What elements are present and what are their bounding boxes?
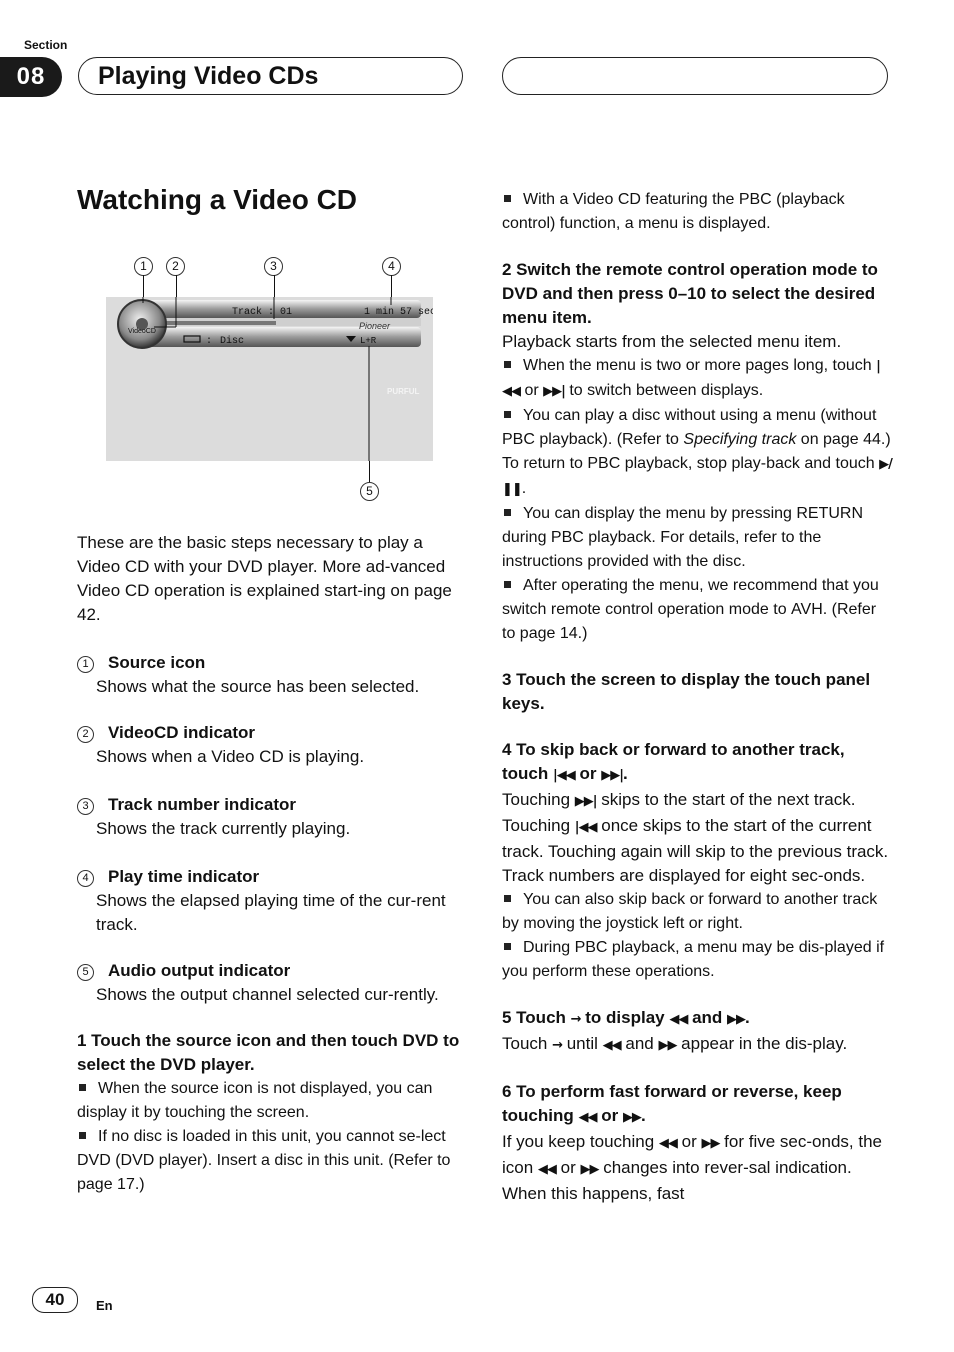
step-6-body: If you keep touching ◀◀ or ▶▶ for five sec-onds, the icon ◀◀ or ▶▶ changes into rever-sal indication. When this happens, fast: [502, 1132, 882, 1203]
empty-header-frame: [502, 57, 888, 95]
step-4-note-2: During PBC playback, a menu may be dis-played if you perform these operations.: [502, 939, 885, 980]
callout-2-leader: [176, 275, 177, 297]
step-2-note-3: You can display the menu by pressing RETURN during PBC playback. For details, refer to the instructions provided with the disc.: [502, 505, 864, 570]
brand-text: Pioneer: [359, 321, 391, 331]
arrow-icon: →: [570, 1012, 581, 1027]
callout-3: 3: [264, 257, 283, 276]
rewind-icon: ◀◀: [537, 1162, 556, 1177]
def-1-desc: Shows what the source has been selected.: [96, 677, 420, 696]
step-6-title: 6 To perform fast forward or reverse, keep touching ◀◀ or ▶▶.: [502, 1082, 842, 1125]
videocd-label: VideoCD: [128, 328, 156, 335]
step-2-note-4: After operating the menu, we recommend that you switch remote control operation mode to AVH. (Refer to page 14.): [502, 577, 879, 642]
bullet-icon: [504, 411, 511, 418]
def-4-desc: Shows the elapsed playing time of the cur-rent track.: [96, 891, 446, 934]
page-number: 40: [32, 1287, 78, 1313]
section-title: Playing Video CDs: [98, 62, 319, 90]
bullet-icon: [79, 1084, 86, 1091]
def-1-title: Source icon: [108, 653, 206, 672]
step-4-title: 4 To skip back or forward to another track, touch |◀◀ or ▶▶|.: [502, 740, 845, 783]
step-2-note-2: You can play a disc without using a menu (without PBC playback). (Refer to Specifying track on page 44.) To return to PBC playback, stop play-back and touch ▶/❚❚.: [502, 407, 892, 497]
fast-forward-icon: ▶▶: [701, 1136, 720, 1151]
intro-paragraph: These are the basic steps necessary to play a Video CD with your DVD player. More ad-vanced Video CD operation is explained start-ing on page 42.: [77, 533, 452, 624]
definition-3: [77, 793, 462, 841]
prev-track-icon: |◀◀: [502, 359, 880, 399]
bullet-icon: [504, 895, 511, 902]
step-2-title: 2 Switch the remote control operation mode to DVD and then press 0–10 to select the desired menu item.: [502, 260, 878, 327]
play-pause-icon: ▶/❚❚: [502, 457, 892, 497]
callout-1: 1: [134, 257, 153, 276]
rewind-icon: ◀◀: [602, 1038, 621, 1053]
rewind-icon: ◀◀: [578, 1110, 597, 1125]
step-5-title: 5 Touch → to display ◀◀ and ▶▶.: [502, 1008, 750, 1027]
page-heading: Watching a Video CD: [77, 184, 358, 215]
callout-4-leader: [391, 275, 392, 297]
callout-3-leader: [274, 275, 275, 297]
step-3-title: 3 Touch the screen to display the touch panel keys.: [502, 670, 871, 713]
def-1-number: 1: [77, 656, 94, 673]
callout-4: 4: [382, 257, 401, 276]
svg-text::: :: [206, 336, 213, 347]
time-text: 1 min 57 sec: [364, 307, 433, 318]
bullet-icon: [504, 361, 511, 368]
next-track-icon: ▶▶|: [601, 768, 623, 783]
step-4-note-1: You can also skip back or forward to another track by moving the joystick left or right.: [502, 891, 878, 932]
display-screen-figure: [106, 297, 433, 461]
def-5-number: 5: [77, 964, 94, 981]
rewind-icon: ◀◀: [669, 1012, 688, 1027]
channel-text: L+R: [360, 336, 377, 346]
callout-5-leader: [369, 461, 370, 482]
step-1-note-2: If no disc is loaded in this unit, you cannot se-lect DVD (DVD player). Insert a disc in this unit. (Refer to page 17.): [77, 1128, 451, 1193]
next-track-icon: ▶▶|: [543, 384, 565, 399]
fast-forward-icon: ▶▶: [727, 1012, 746, 1027]
def-4-number: 4: [77, 870, 94, 887]
def-3-title: Track number indicator: [108, 795, 296, 814]
language-label: En: [96, 1298, 113, 1313]
pbc-note: With a Video CD featuring the PBC (playback control) function, a menu is displayed.: [502, 191, 845, 232]
callout-2: 2: [166, 257, 185, 276]
display-screen-illustration: [106, 297, 433, 461]
left-column: [77, 531, 462, 1197]
fast-forward-icon: ▶▶: [658, 1038, 677, 1053]
def-3-number: 3: [77, 798, 94, 815]
next-track-icon: ▶▶|: [574, 794, 597, 809]
prev-track-icon: |◀◀: [553, 768, 575, 783]
def-3-desc: Shows the track currently playing.: [96, 819, 351, 838]
repeat-text: Disc: [220, 336, 245, 347]
step-1-title: 1 Touch the source icon and then touch DVD to select the DVD player.: [77, 1031, 460, 1074]
section-number-badge: 08: [0, 57, 62, 97]
callout-5: 5: [360, 482, 379, 501]
fast-forward-icon: ▶▶: [580, 1162, 599, 1177]
bullet-icon: [504, 943, 511, 950]
bullet-icon: [504, 509, 511, 516]
bullet-icon: [504, 581, 511, 588]
rewind-icon: ◀◀: [658, 1136, 677, 1151]
definition-4: [77, 865, 462, 937]
definition-5: [77, 959, 462, 1007]
step-5-body: Touch → until ◀◀ and ▶▶ appear in the dis-play.: [502, 1034, 848, 1053]
step-1-note-1: When the source icon is not displayed, you can display it by touching the screen.: [77, 1080, 433, 1121]
bullet-icon: [79, 1132, 86, 1139]
step-4-body-2: Track numbers are displayed for eight sec-onds.: [502, 866, 866, 885]
definition-1: [77, 651, 462, 699]
right-column: [502, 188, 892, 1206]
section-label: Section: [24, 38, 68, 52]
track-text: Track : 01: [232, 307, 293, 318]
arrow-icon: →: [552, 1038, 562, 1053]
bullet-icon: [504, 195, 511, 202]
def-2-desc: Shows when a Video CD is playing.: [96, 747, 365, 766]
fast-forward-icon: ▶▶: [622, 1110, 641, 1125]
def-5-desc: Shows the output channel selected cur-rently.: [96, 985, 439, 1004]
def-2-number: 2: [77, 726, 94, 743]
step-2-body: Playback starts from the selected menu item.: [502, 332, 842, 351]
def-4-title: Play time indicator: [108, 867, 260, 886]
step-4-body-1: Touching ▶▶| skips to the start of the next track. Touching |◀◀ once skips to the start of the current track. Touching again will skip to the previous track.: [502, 790, 889, 861]
def-2-title: VideoCD indicator: [108, 723, 256, 742]
prev-track-icon: |◀◀: [574, 820, 597, 835]
definition-2: [77, 721, 462, 769]
watermark-text: PURFUL: [387, 387, 420, 396]
step-2-note-1: When the menu is two or more pages long, touch |◀◀ or ▶▶| to switch between displays.: [502, 357, 880, 399]
def-5-title: Audio output indicator: [108, 961, 291, 980]
callout-1-leader: [143, 275, 144, 297]
